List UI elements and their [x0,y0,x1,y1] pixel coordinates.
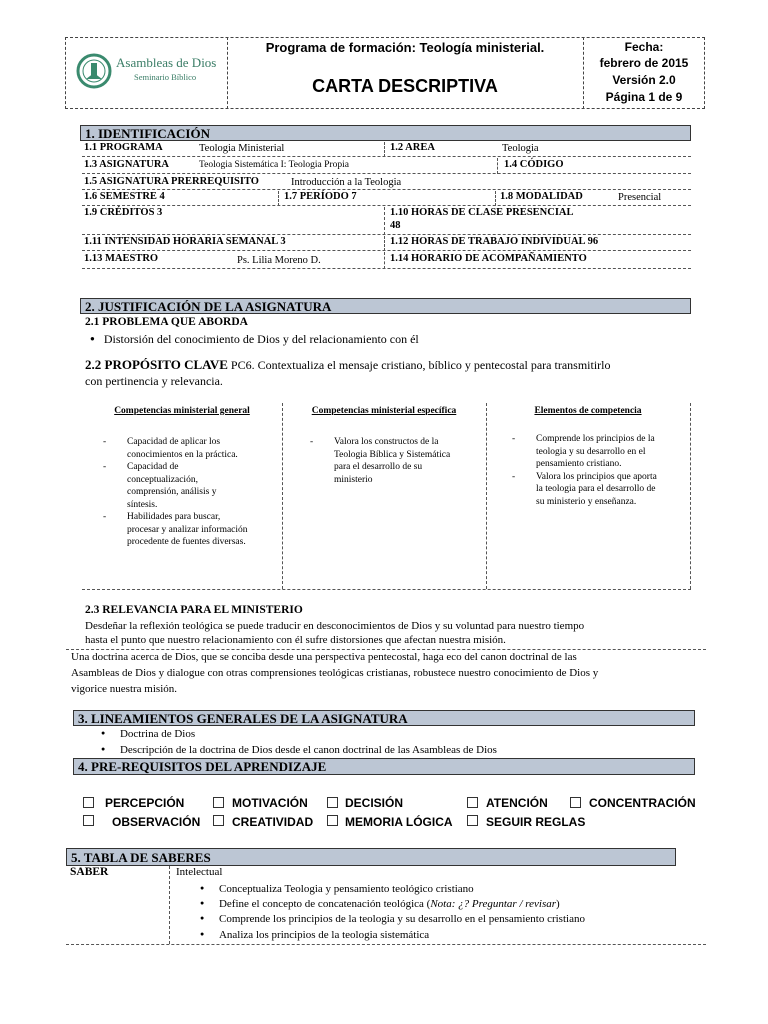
bullet-icon: ● [90,334,95,343]
elementos-list [512,433,690,508]
saber-item-1: ● Conceptualiza Teologia y pensamiento teológico cristiano [200,883,474,895]
lineamiento-item-1: ● Doctrina de Dios [101,728,196,740]
dash-bullet: - [310,437,314,447]
saber-item-3: ● Comprende los principios de la teologia y su desarrollo en el pensamiento cristiano [200,913,585,925]
list-line: su ministerio y enseñanza. [536,496,637,507]
programa-label: 1.1 PROGRAMA [84,142,163,153]
page-number: Página 1 de 9 [605,90,683,104]
list-line: procedente de fuentes diversas. [127,537,246,547]
comp-especifica-list [310,436,485,486]
divider [66,944,706,945]
saber-item-2: ● Define el concepto de concatenación teológica (Nota: ¿? Preguntar / revisar) [200,898,560,910]
proposito-label: 2.2 PROPÓSITO CLAVE [85,357,228,372]
bullet-icon: ● [200,899,205,907]
horas-clase-value: 48 [390,220,401,231]
area-value: Teologia [502,143,539,154]
reglas-label: SEGUIR REGLAS [486,815,586,829]
asignatura-label: 1.3 ASIGNATURA [84,159,169,170]
row-programa [82,142,691,157]
list-line: la teologia para el desarrollo de [536,484,656,494]
saber-item-4: ● Analiza los principios de la teologia sistemática [200,929,430,941]
list-line: Valora los constructos de la [334,437,439,447]
problema-label: 2.1 PROBLEMA QUE ABORDA [85,316,248,328]
decision-label: DECISIÓN [345,796,404,810]
checkbox-decision[interactable] [327,797,338,808]
checkbox-memoria[interactable] [327,815,338,826]
fecha-label: Fecha: [624,40,664,54]
divider [384,142,385,157]
creatividad-label: CREATIVIDAD [232,815,314,829]
bullet-icon: ● [101,729,106,737]
problema-item: ● Distorsión del conocimiento de Dios y del relacionamiento con él [90,332,419,346]
version: Versión 2.0 [612,73,676,87]
proposito-text-1: PC6. Contextualiza el mensaje cristiano, bíblico y pentecostal para transmitirlo [230,358,611,372]
list-line: Teologia Bíblica y Sistemática [334,449,451,460]
saber-note: Nota: ¿? Preguntar / revisar [430,898,557,910]
list-line: para el desarrollo de su [334,462,423,472]
comp-general-item [103,461,278,511]
intensidad-label: 1.11 INTENSIDAD HORARIA SEMANAL 3 [84,236,286,247]
checkbox-creatividad[interactable] [213,815,224,826]
list-line: Capacidad de [127,462,179,472]
elementos-head: Elementos de competencia [534,406,642,416]
row-asignatura [82,158,691,174]
dash-bullet: - [103,512,107,522]
proposito-text-2: con pertinencia y relevancia. [85,374,223,388]
program-title: Programa de formación: Teología ministerial. [265,40,545,55]
comp-especifica-head: Competencias ministerial específica [311,406,457,416]
bullet-icon: ● [101,745,106,753]
percepcion-label: PERCEPCIÓN [105,796,185,810]
section-prerrequisitos-header: 4. PRE-REQUISITOS DEL APRENDIZAJE [73,758,695,775]
relevancia-4: Asambleas de Dios y dialogue con otras comprensiones teológicas cristianas, robustece nuestro conocimiento de Dios y [71,667,599,679]
dash-bullet: - [103,437,107,447]
checkbox-reglas[interactable] [467,815,478,826]
checkbox-observacion[interactable] [83,815,94,826]
asignatura-value: Teologia Sistemática I: Teologia Propia [199,160,349,170]
list-line: síntesis. [127,499,158,510]
list-line: teologia y su desarrollo en el [536,446,646,457]
horas-clase-label: 1.10 HORAS DE CLASE PRESENCIAL [390,207,574,218]
dash-bullet: - [512,471,516,482]
divider [169,866,170,944]
list-line: comprensión, análisis y [127,487,217,497]
memoria-label: MEMORIA LÓGICA [345,815,453,829]
list-line: pensamiento cristiano. [536,459,622,469]
row-creditos [82,207,691,235]
divider [66,649,706,650]
list-line: conceptualización, [127,474,198,485]
divider [495,191,496,206]
observacion-label: OBSERVACIÓN [112,815,201,829]
list-line: Capacidad de aplicar los [127,437,221,447]
prerreq-value: Introducción a la Teologia [291,177,402,188]
divider [278,191,279,206]
maestro-value: Ps. Lilia Moreno D. [237,255,321,266]
proposito [85,357,695,389]
divider [384,207,385,235]
list-line: procesar y analizar información [127,524,248,535]
dash-bullet: - [512,434,516,444]
motivacion-label: MOTIVACIÓN [232,796,308,810]
list-line: Habilidades para buscar, [127,512,221,522]
bullet-icon: ● [200,930,205,938]
logo [76,47,222,95]
divider [384,236,385,251]
divider [384,252,385,269]
dash-bullet: - [103,462,107,472]
section-justificacion-header: 2. JUSTIFICACIÓN DE LA ASIGNATURA [80,298,691,314]
section-lineamientos-header: 3. LINEAMIENTOS GENERALES DE LA ASIGNATURA [73,710,695,726]
periodo-label: 1.7 PERÍODO 7 [284,191,357,202]
section-identificacion-header: 1. IDENTIFICACIÓN [80,125,691,141]
concentracion-label: CONCENTRACIÓN [589,796,696,810]
fecha-value: febrero de 2015 [599,56,689,70]
logo-subtitle: Seminario Bíblico [134,72,197,82]
comp-general-item [103,436,278,461]
list-line: Comprende los principios de la [536,434,655,444]
list-line: conocimientos en la práctica. [127,449,238,460]
comp-general-list [103,436,278,549]
relevancia-label: 2.3 RELEVANCIA PARA EL MINISTERIO [85,604,303,616]
section-saberes-header: 5. TABLA DE SABERES [66,848,676,866]
bullet-icon: ● [200,914,205,922]
checkbox-atencion[interactable] [467,797,478,808]
semestre-label: 1.6 SEMESTRE 4 [84,191,165,202]
elemento-item [512,471,690,509]
modalidad-label: 1.8 MODALIDAD [500,191,583,202]
lineamiento-item-2: ● Descripción de la doctrina de Dios desde el canon doctrinal de las Asambleas de Dios [101,744,497,756]
atencion-label: ATENCIÓN [486,796,548,810]
divider [486,403,487,589]
divider [497,158,498,174]
comp-especifica-item [310,436,485,486]
list-line: Valora los principios que aporta [536,471,657,482]
modalidad-value: Presencial [618,192,662,203]
creditos-label: 1.9 CRÉDITOS 3 [84,207,163,218]
logo-name: Asambleas de Dios [116,55,217,70]
saber-label: SABER [70,866,109,878]
logo-emblem-icon [76,53,112,89]
checkbox-percepcion[interactable] [83,797,94,808]
checkbox-motivacion[interactable] [213,797,224,808]
divider [282,403,283,589]
intelectual-label: Intelectual [176,866,223,878]
area-label: 1.2 AREA [390,142,435,153]
maestro-label: 1.13 MAESTRO [84,253,159,264]
elemento-item [512,433,690,471]
relevancia-2: hasta el punto que nuestro relacionamiento con él sufre distorsiones que afectan nuestra misión. [85,634,506,646]
row-semestre [82,191,691,206]
comp-general-head: Competencias ministerial general [114,406,250,416]
relevancia-5: vigorice nuestra misión. [71,683,178,695]
programa-value: Teologia Ministerial [199,143,285,154]
checkbox-concentracion[interactable] [570,797,581,808]
prerreq-label: 1.5 ASIGNATURA PRERREQUISITO [84,176,259,187]
comp-general-item [103,511,278,549]
row-maestro [82,252,691,269]
codigo-label: 1.4 CÓDIGO [504,159,564,170]
horas-trabajo-label: 1.12 HORAS DE TRABAJO INDIVIDUAL 96 [390,236,599,247]
doc-title: CARTA DESCRIPTIVA [312,76,498,96]
divider [690,403,691,589]
horario-label: 1.14 HORARIO DE ACOMPAÑAMIENTO [390,253,587,264]
relevancia-3: Una doctrina acerca de Dios, que se conciba desde una perspectiva pentecostal, haga eco del canon doctrinal de las [71,651,577,663]
relevancia-1: Desdeñar la reflexión teológica se puede traducir en desconocimientos de Dios y su voluntad para nuestro tiempo [85,620,585,632]
list-line: ministerio [334,474,373,485]
bullet-icon: ● [200,884,205,892]
